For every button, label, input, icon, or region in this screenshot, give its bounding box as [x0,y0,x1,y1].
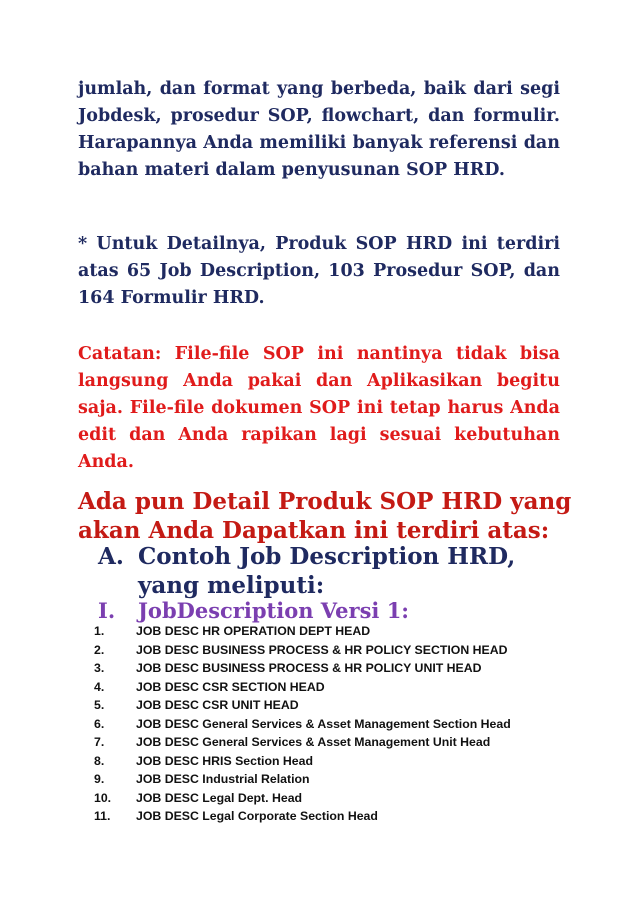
intro-paragraph: jumlah, dan format yang berbeda, baik dari segi Jobdesk, prosedur SOP, flowchart, dan formulir. Harapannya Anda memiliki banyak referensi dan bahan materi dalam penyusunan SOP HRD. [78,79,560,180]
list-item-text: JOB DESC Industrial Relation [136,772,310,786]
list-item-number: 10. [94,790,112,805]
list-item-number: 11. [94,809,111,823]
list-item-number: 2. [94,642,105,657]
list-item-text: JOB DESC BUSINESS PROCESS & HR POLICY SECTION HEAD [136,642,508,657]
list-item-number: 7. [94,735,105,749]
list-item-text: JOB DESC HR OPERATION DEPT HEAD [136,624,371,638]
list-item-number: 5. [94,698,105,712]
list-item-number: 8. [94,753,105,768]
list-item-text: JOB DESC HRIS Section Head [136,753,313,768]
section-a-title: Contoh Job Description HRD, yang meliputi: [138,543,516,599]
list-item-number: 4. [94,679,105,694]
list-item-number: 9. [94,772,105,786]
section-i-title: JobDescription Versi 1: [138,598,410,623]
list-item-text: JOB DESC CSR UNIT HEAD [136,698,299,712]
list-item-text: JOB DESC Legal Corporate Section Head [136,809,378,823]
list-item-text: JOB DESC Legal Dept. Head [136,790,303,805]
detail-paragraph: * Untuk Detailnya, Produk SOP HRD ini terdiri atas 65 Job Description, 103 Prosedur SOP, dan 164 Formulir HRD. [78,234,560,308]
list-item-text: JOB DESC General Services & Asset Management Section Head [136,716,511,731]
section-i-letter: I. [98,598,116,623]
list-item-text: JOB DESC General Services & Asset Management Unit Head [136,735,491,749]
section-a-letter: A. [98,543,124,570]
list-item-number: 6. [94,716,105,731]
catatan-paragraph: Catatan: File-file SOP ini nantinya tidak bisa langsung Anda pakai dan Aplikasikan begitu saja. File-file dokumen SOP ini tetap harus Anda edit dan Anda rapikan lagi sesuai kebutuhan Anda. [78,344,560,472]
product-detail-heading: Ada pun Detail Produk SOP HRD yang akan Anda Dapatkan ini terdiri atas: [78,488,572,544]
section-a-heading [98,542,578,600]
list-item-number: 3. [94,661,105,675]
list-item-number: 1. [94,624,105,638]
list-item-text: JOB DESC CSR SECTION HEAD [136,679,325,694]
list-item-text: JOB DESC BUSINESS PROCESS & HR POLICY UNIT HEAD [136,661,482,675]
section-i-heading [98,597,578,625]
